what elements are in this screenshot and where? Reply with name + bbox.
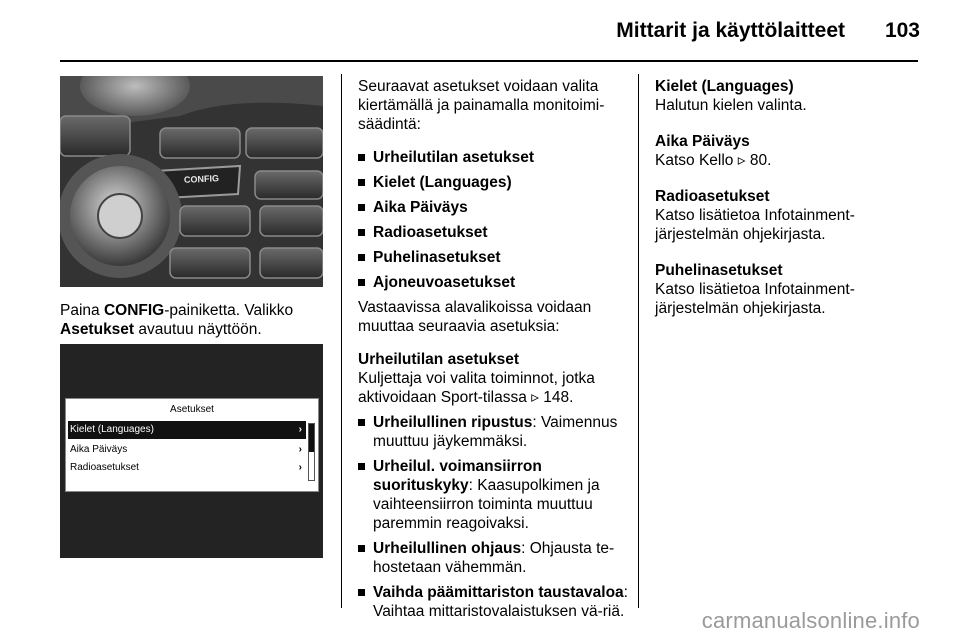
- column-divider-left: [341, 74, 342, 608]
- list-item: Urheilutilan asetukset: [358, 148, 630, 167]
- settings-scrollbar: [308, 423, 315, 481]
- page-header: [0, 0, 960, 62]
- section-heading: Kielet (Languages): [655, 78, 794, 95]
- triangle-reference-icon: ▹: [531, 389, 539, 406]
- header-rule: [60, 60, 918, 62]
- settings-menu-list: [68, 421, 306, 477]
- list-item: Urheilullinen ohjaus: Ohjausta te-hostetaan vähemmän.: [358, 539, 630, 577]
- sport-section: Urheilutilan asetukset Kuljettaja voi valita toiminnot, jotka aktivoidaan Sport-tilassa ▹ 148.: [358, 350, 630, 407]
- settings-menu: [65, 398, 319, 492]
- sub-intro-paragraph: Vastaavissa alavalikoissa voidaan muuttaa seuraavia asetuksia:: [358, 299, 592, 335]
- settings-scrollbar-thumb: [309, 424, 314, 452]
- list-item: Aika Päiväys: [358, 198, 630, 217]
- section: Radioasetukset Katso lisätietoa Infotainment-järjestelmän ohjekirjasta.: [655, 187, 910, 244]
- section-heading: Puhelinasetukset: [655, 262, 783, 279]
- sport-options-list: [358, 413, 630, 621]
- column-2-text: [358, 77, 630, 635]
- list-item: Urheilullinen ripustus: Vaimennus muuttuu jäykemmäksi.: [358, 413, 630, 451]
- settings-menu-title: Asetukset: [170, 404, 214, 415]
- section: Aika Päiväys Katso Kello ▹ 80.: [655, 132, 910, 170]
- section-heading: Aika Päiväys: [655, 133, 750, 150]
- page-title: Mittarit ja käyttölaitteet: [616, 19, 845, 42]
- chevron-right-icon: ›: [298, 444, 302, 455]
- triangle-reference-icon: ▹: [737, 152, 746, 169]
- intro-paragraph: Paina CONFIG-painiketta. Valikko Asetukset avautuu näyttöön.: [60, 302, 294, 338]
- list-item: Vaihda päämittariston taustavaloa: Vaihtaa mittaristovalaistuksen vä-riä.: [358, 583, 630, 621]
- list-item: Ajoneuvoasetukset: [358, 273, 630, 292]
- page-number: 103: [884, 19, 920, 42]
- settings-menu-item: Radioasetukset ›: [68, 459, 306, 477]
- settings-display-image: [60, 344, 323, 558]
- section-heading: Urheilutilan asetukset: [358, 351, 520, 368]
- list-item: Puhelinasetukset: [358, 248, 630, 267]
- section: Puhelinasetukset Katso lisätietoa Infotainment-järjestelmän ohjekirjasta.: [655, 261, 910, 318]
- config-button-photo: [60, 76, 323, 287]
- settings-menu-item-selected: Kielet (Languages) ›: [68, 421, 306, 439]
- config-button-label: CONFIG: [183, 173, 220, 185]
- settings-menu-item: Aika Päiväys ›: [68, 441, 306, 459]
- list-item: Radioasetukset: [358, 223, 630, 242]
- section: Kielet (Languages) Halutun kielen valinta.: [655, 77, 910, 115]
- list-item: Kielet (Languages): [358, 173, 630, 192]
- config-term: CONFIG: [103, 302, 165, 319]
- asetukset-term: Asetukset: [60, 321, 135, 338]
- watermark: carmanualsonline.info: [701, 608, 920, 633]
- settings-menu-list-text: [358, 148, 630, 292]
- column-divider-right: [638, 74, 639, 608]
- column-3-text: [655, 77, 910, 332]
- list-item: Urheilul. voimansiirron suorituskyky: Kaasupolkimen ja vaihteensiirron toiminta muuttuu paremmin reagoivaksi.: [358, 457, 630, 533]
- intro-paragraph: Seuraavat asetukset voidaan valita kiertämällä ja painamalla monitoimi-säädintä:: [358, 78, 605, 133]
- chevron-right-icon: ›: [298, 462, 302, 473]
- chevron-right-icon: ›: [298, 424, 302, 435]
- section-heading: Radioasetukset: [655, 188, 770, 205]
